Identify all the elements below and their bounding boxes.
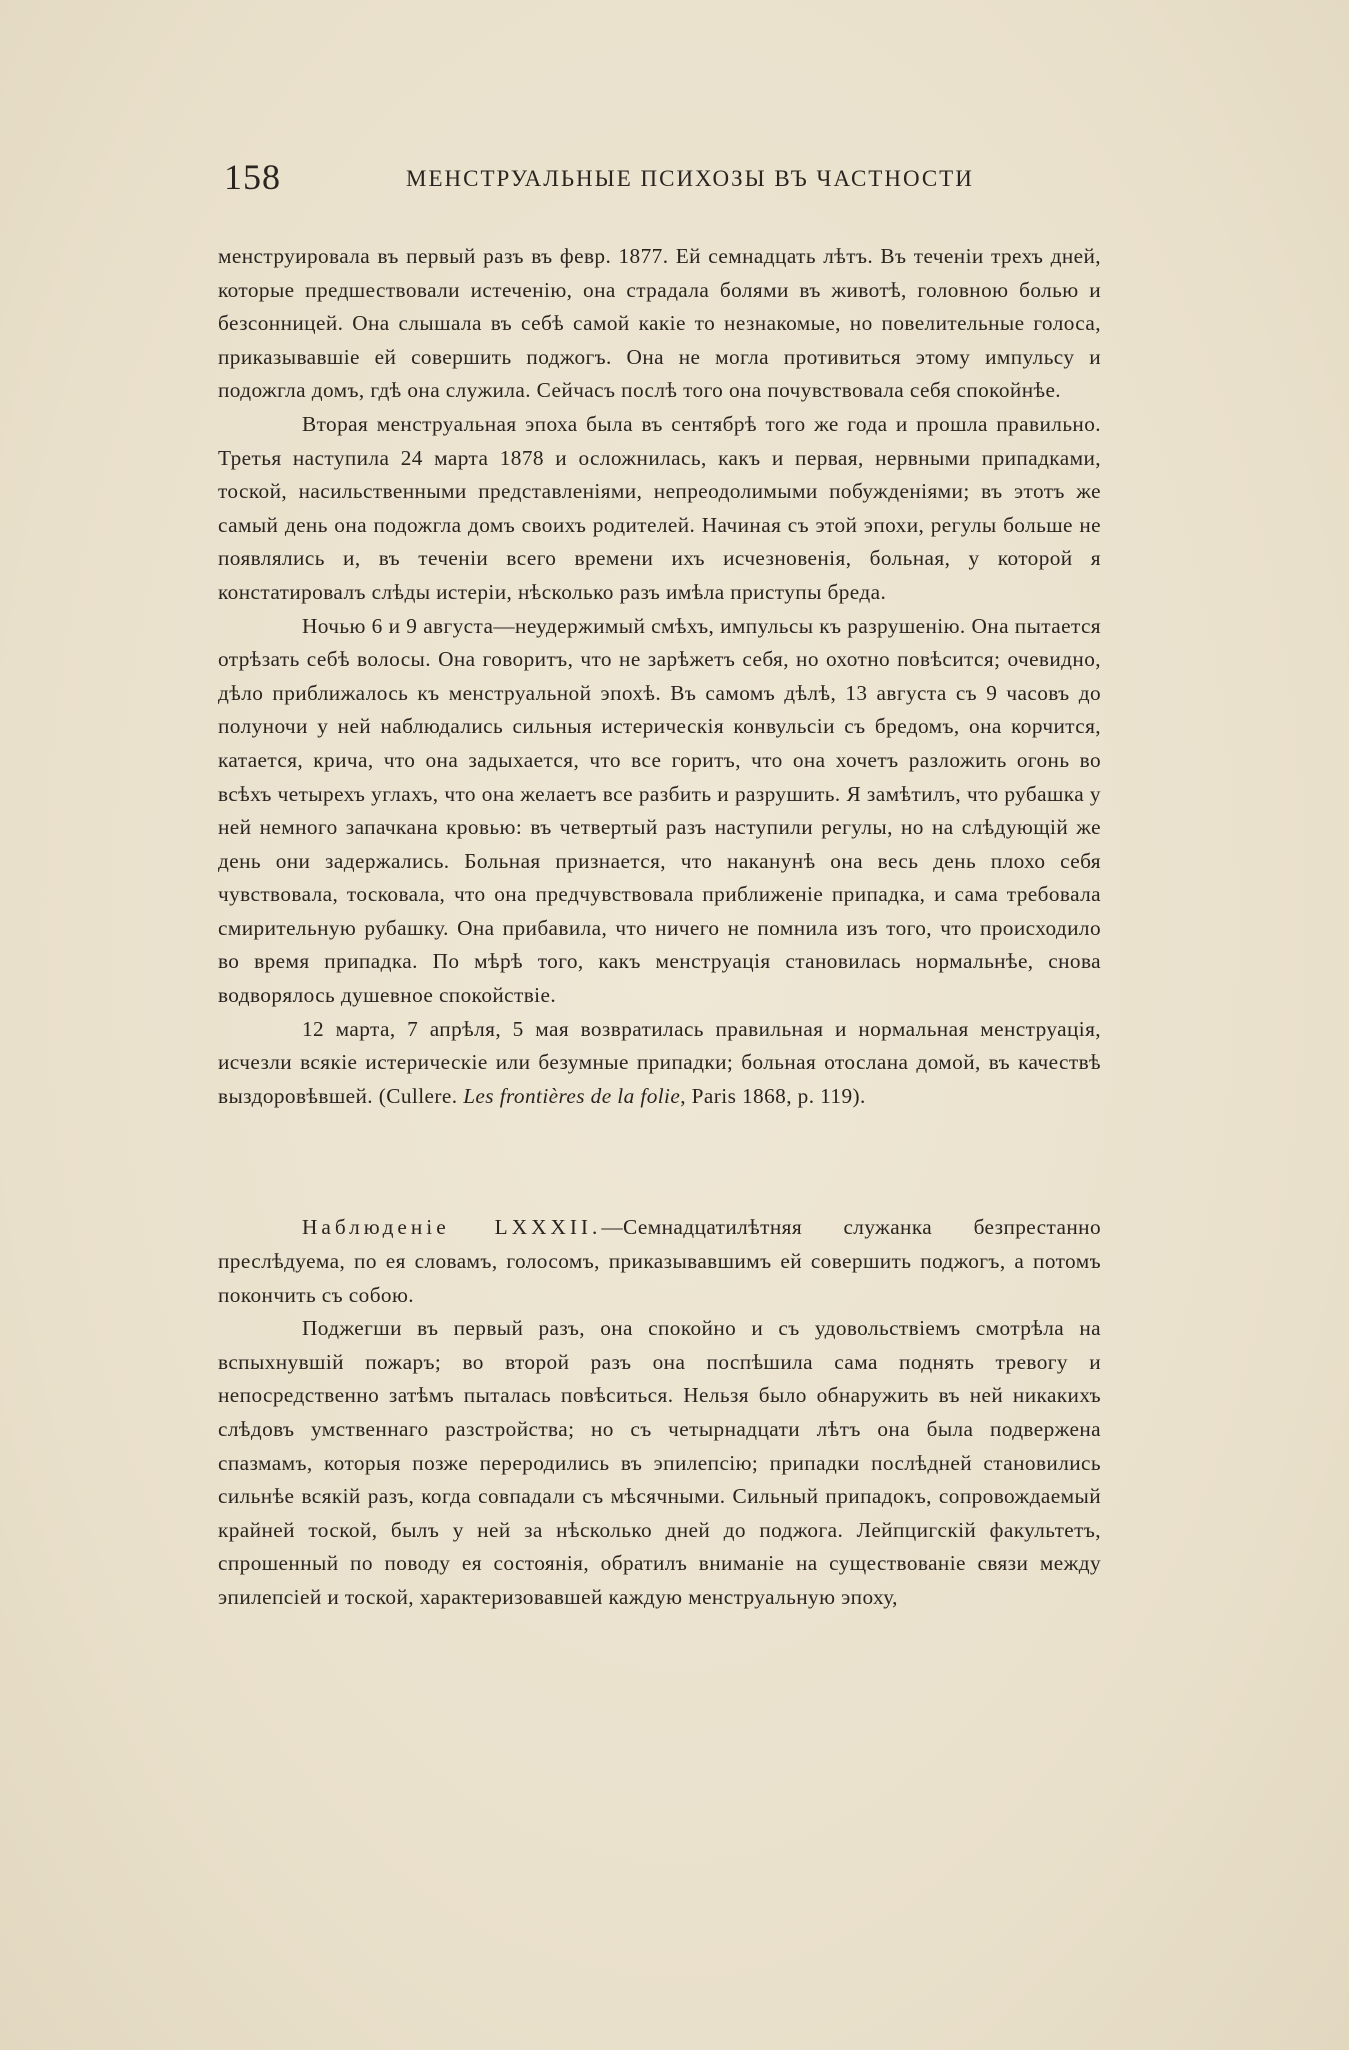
citation-book-title: Les frontières de la folie <box>463 1083 681 1108</box>
observation-summary: —Семнадцатилѣтняя служанка безпрестанно преслѣдуема, по ея словамъ, голосомъ, приказывавшимъ ей совершить поджогъ, а потомъ покончить съ собою. <box>218 1215 1101 1307</box>
observation-paragraph: Поджегши въ первый разъ, она спокойно и съ удовольствіемъ смотрѣла на вспыхнувшій пожаръ; во второй разъ она поспѣшила сама поднять тревогу и непосредственно затѣмъ пыталась повѣситься. Нельзя было обнаружить въ ней никакихъ слѣдовъ умственнаго разстройства; но съ четырнадцати лѣтъ она была подвержена спазмамъ, которыя позже переродились въ эпилепсію; припадки послѣдней становились сильнѣе всякій разъ, когда совпадали съ мѣсячными. Сильный припадокъ, сопровождаемый крайней тоской, былъ у ней за нѣсколько дней до поджога. Лейпцигскій факультетъ, спрошенный по поводу ея состоянія, обратилъ вниманіе на существованіе связи между эпилепсіей и тоской, характеризовавшей каждую менструальную эпоху, <box>218 1316 1101 1609</box>
running-head: МЕНСТРУАЛЬНЫЕ ПСИХОЗЫ ВЪ ЧАСТНОСТИ <box>406 166 974 191</box>
page-number: 158 <box>224 157 281 197</box>
paragraph-3: Ночью 6 и 9 августа—неудержимый смѣхъ, импульсы къ разрушенію. Она пытается отрѣзать себѣ волосы. Она говоритъ, что не зарѣжетъ себя, но охотно повѣсится; очевидно, дѣло приближалось къ менструальной эпохѣ. Въ самомъ дѣлѣ, 13 августа съ 9 часовъ до полуночи у ней наблюдались сильныя истерическія конвульсіи съ бредомъ, она корчится, катается, крича, что она задыхается, что все горитъ, что она хочетъ разложить огонь во всѣхъ четырехъ углахъ, что она желаетъ все разбить и разрушить. Я замѣтилъ, что рубашка у ней немного запачкана кровью: въ четвертый разъ наступили регулы, но на слѣдующій же день они задержались. Больная признается, что наканунѣ она весь день плохо себя чувствовала, тосковала, что она предчувствовала приближеніе припадка, и сама требовала смирительную рубашку. Она прибавила, что ничего не помнила изъ того, что происходило во время припадка. По мѣрѣ того, какъ менструація становилась нормальнѣе, снова водворялось душевное спокойствіе. <box>218 613 1101 1008</box>
paragraph-4 <box>218 1013 1101 1114</box>
paragraph-4-text: 12 марта, 7 апрѣля, 5 мая возвратилась правильная и нормальная менструація, исчезли всякіе истерическіе или безумные припадки; больная отослана домой, въ качествѣ выздоровѣвшей. (Cullere. <box>218 1016 1101 1108</box>
body-text <box>218 240 1101 1615</box>
page-header <box>224 156 1104 196</box>
paragraph-1: менструировала въ первый разъ въ февр. 1877. Ей семнадцать лѣтъ. Въ теченіи трехъ дней, которые предшествовали истеченію, она страдала болями въ животѣ, головною болью и безсонницей. Она слышала въ себѣ самой какіе то незнакомые, но повелительные голоса, приказывавшіе ей совершить поджогъ. Она не могла противиться этому импульсу и подожгла домъ, гдѣ она служила. Сейчасъ послѣ того она почувствовала себя спокойнѣе. <box>218 244 1101 403</box>
observation-label: Наблюденіе LXXXII. <box>302 1215 602 1240</box>
paragraph-2: Вторая менструальная эпоха была въ сентябрѣ того же года и прошла правильно. Третья наступила 24 марта 1878 и осложнилась, какъ и первая, нервными припадками, тоской, насильственными представленіями, непреодолимыми побужденіями; въ этотъ же самый день она подожгла домъ своихъ родителей. Начиная съ этой эпохи, регулы больше не появлялись и, въ теченіи всего времени ихъ исчезновенія, больная, у которой я констатировалъ слѣды истеріи, нѣсколько разъ имѣла приступы бреда. <box>218 411 1101 604</box>
observation-heading <box>218 1211 1101 1312</box>
citation-tail: , Paris 1868, p. 119). <box>680 1083 866 1108</box>
section-gap <box>218 1113 1101 1211</box>
